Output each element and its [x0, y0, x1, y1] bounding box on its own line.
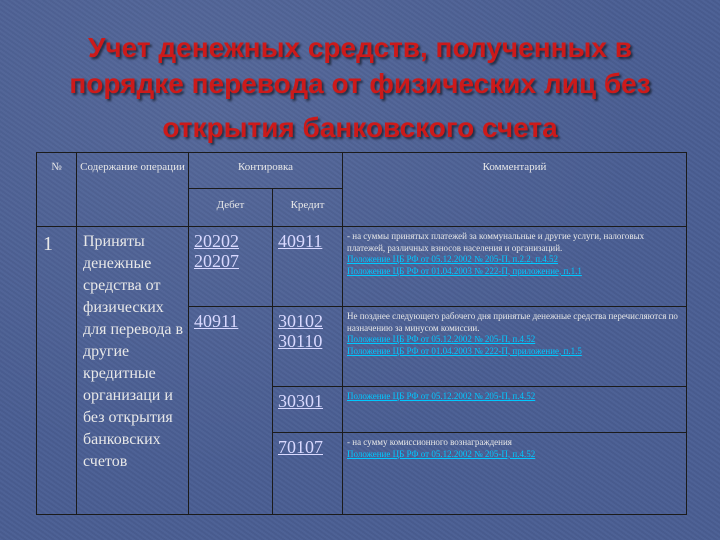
slide-title [20, 30, 700, 146]
debit-cell-1 [189, 227, 273, 307]
title-line-3: открытия банковского счета [162, 112, 558, 143]
debit-account-20202[interactable]: 20202 [194, 231, 239, 251]
title-line-2: порядке перевода от физических лиц без [69, 68, 651, 99]
header-credit: Кредит [273, 189, 343, 227]
credit-account-30301[interactable]: 30301 [278, 391, 323, 411]
regulation-link[interactable]: Положение ЦБ РФ от 05.12.2002 № 205-П, п.4.52 [347, 334, 536, 344]
header-num: № [37, 153, 77, 227]
header-posting: Контировка [189, 153, 343, 189]
comment-cell-4 [343, 433, 687, 515]
regulation-link[interactable]: Положение ЦБ РФ от 01.04.2003 № 222-П, приложение, п.1.5 [347, 345, 582, 356]
credit-account-30110[interactable]: 30110 [278, 331, 323, 351]
credit-cell-3 [273, 387, 343, 433]
credit-account-70107[interactable]: 70107 [278, 437, 323, 457]
debit-account-20207[interactable]: 20207 [194, 251, 239, 271]
credit-cell-1 [273, 227, 343, 307]
comment-cell-3 [343, 387, 687, 433]
debit-cell-2 [189, 307, 273, 515]
operation-description: Приняты денежные средства от физических для перевода в другие кредитные организаци и без открытия банковских счетов [77, 227, 189, 515]
credit-cell-4 [273, 433, 343, 515]
header-debit: Дебет [189, 189, 273, 227]
table-row [37, 227, 687, 307]
title-line-1: Учет денежных средств, полученных в [87, 32, 632, 63]
regulation-link[interactable]: Положение ЦБ РФ от 05.12.2002 № 205-П, п.2.2, п.4.52 [347, 254, 559, 264]
credit-cell-2 [273, 307, 343, 387]
header-row-1 [37, 153, 687, 189]
comment-cell-1 [343, 227, 687, 307]
regulation-link[interactable]: Положение ЦБ РФ от 01.04.2003 № 222-П, приложение, п.1.1 [347, 265, 582, 276]
credit-account-40911[interactable]: 40911 [278, 231, 323, 251]
comment-cell-2 [343, 307, 687, 387]
header-comment: Комментарий [343, 153, 687, 227]
debit-account-40911[interactable]: 40911 [194, 311, 239, 331]
credit-account-30102[interactable]: 30102 [278, 311, 323, 331]
row-number: 1 [37, 227, 77, 515]
comment-text: Не позднее следующего рабочего дня принятые денежные средства перечисляются по назначению за минусом комиссии. [347, 311, 678, 333]
regulation-link[interactable]: Положение ЦБ РФ от 05.12.2002 № 205-П, п.4.52 [347, 391, 536, 401]
comment-text: - на суммы принятых платежей за коммунальные и другие услуги, налоговых платежей, различных взносов населения и организаций. [347, 231, 645, 253]
header-operation: Содержание операции [77, 153, 189, 227]
regulation-link[interactable]: Положение ЦБ РФ от 05.12.2002 № 205-П, п.4.52 [347, 448, 536, 459]
comment-text: - на сумму комиссионного вознаграждения [347, 437, 512, 447]
accounting-table [36, 152, 687, 515]
